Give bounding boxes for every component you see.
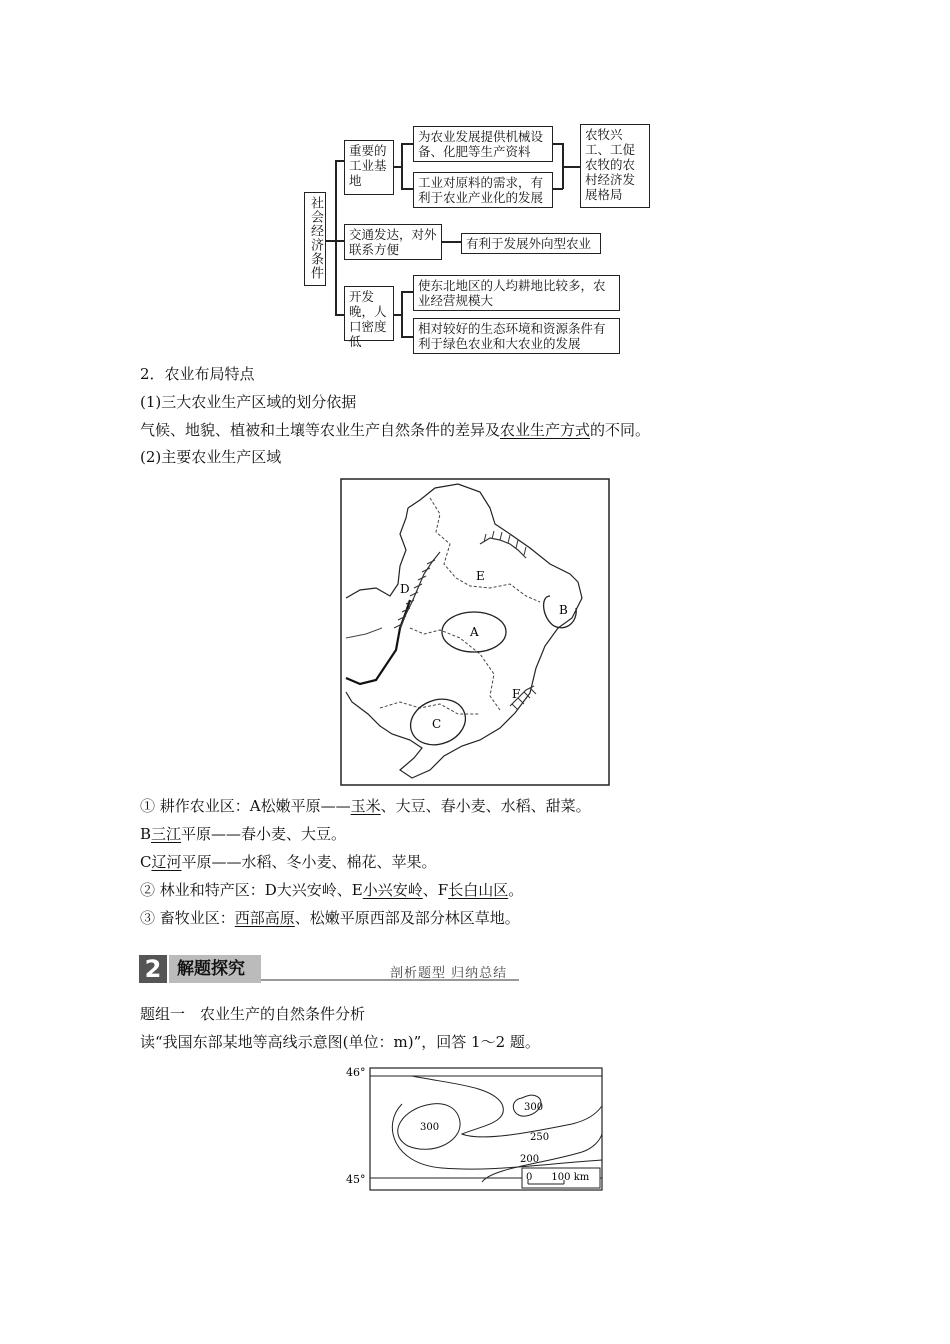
latitude-46: 46° (346, 1066, 366, 1079)
section-subtitle: 剖析题型 归纳总结 (390, 966, 508, 981)
zone-sanjiang: B三江平原——春小麦、大豆。 (140, 825, 347, 843)
subheading-basis: (1)三大农业生产区域的划分依据 (140, 393, 357, 411)
contour-label-300-left: 300 (420, 1122, 440, 1133)
scale-label: 0 100 km (526, 1172, 590, 1183)
group-transport: 交通发达，对外联系方便 (344, 224, 442, 260)
zone-forestry: ② 林业和特产区：D大兴安岭、E小兴安岭、F长白山区。 (140, 881, 524, 899)
group-late-development: 开发晚，人口密度低 (344, 286, 394, 341)
latitude-45: 45° (346, 1173, 366, 1186)
late-item-ecology: 相对较好的生态环境和资源条件有利于绿色农业和大农业的发展 (413, 318, 620, 354)
transport-result: 有利于发展外向型农业 (461, 233, 601, 254)
contour-label-300-right: 300 (524, 1102, 544, 1113)
industry-result: 农牧兴工、工促农牧的农村经济发展格局 (580, 124, 650, 208)
question-prompt: 读“我国东部某地等高线示意图(单位：m)”，回答 1～2 题。 (140, 1033, 540, 1051)
region-label-a: A (470, 625, 479, 639)
northeast-region-map (340, 478, 610, 786)
region-label-d: D (400, 582, 410, 596)
flowchart-root: 社会经济条件 (304, 192, 326, 286)
industry-item-materials: 工业对原料的需求，有利于农业产业化的发展 (413, 172, 553, 208)
zone-farming: ① 耕作农业区：A松嫩平原——玉米、大豆、春小麦、水稻、甜菜。 (140, 797, 591, 815)
region-label-b: B (559, 603, 568, 617)
subheading-regions: (2)主要农业生产区域 (140, 448, 282, 466)
late-item-farmland: 使东北地区的人均耕地比较多，农业经营规模大 (413, 275, 620, 311)
contour-label-200: 200 (520, 1154, 540, 1165)
question-group-title: 题组一 农业生产的自然条件分析 (140, 1005, 366, 1023)
region-label-f: F (512, 687, 521, 701)
contour-label-250: 250 (530, 1132, 550, 1143)
group-industry-base: 重要的工业基地 (344, 140, 394, 195)
region-label-c: C (432, 717, 442, 731)
industry-item-machinery: 为农业发展提供机械设备、化肥等生产资料 (413, 126, 553, 162)
zone-liaohe: C辽河平原——水稻、冬小麦、棉花、苹果。 (140, 853, 437, 871)
section-heading: 2．农业布局特点 (140, 365, 255, 383)
paragraph-basis: 气候、地貌、植被和土壤等农业生产自然条件的差异及农业生产方式的不同。 (140, 421, 651, 439)
zone-pasture: ③ 畜牧业区：西部高原、松嫩平原西部及部分林区草地。 (140, 909, 520, 927)
section-number-badge: 2 (139, 955, 167, 983)
region-label-e: E (476, 569, 485, 583)
contour-map (342, 1064, 604, 1194)
section-title: 解题探究 (169, 955, 261, 983)
